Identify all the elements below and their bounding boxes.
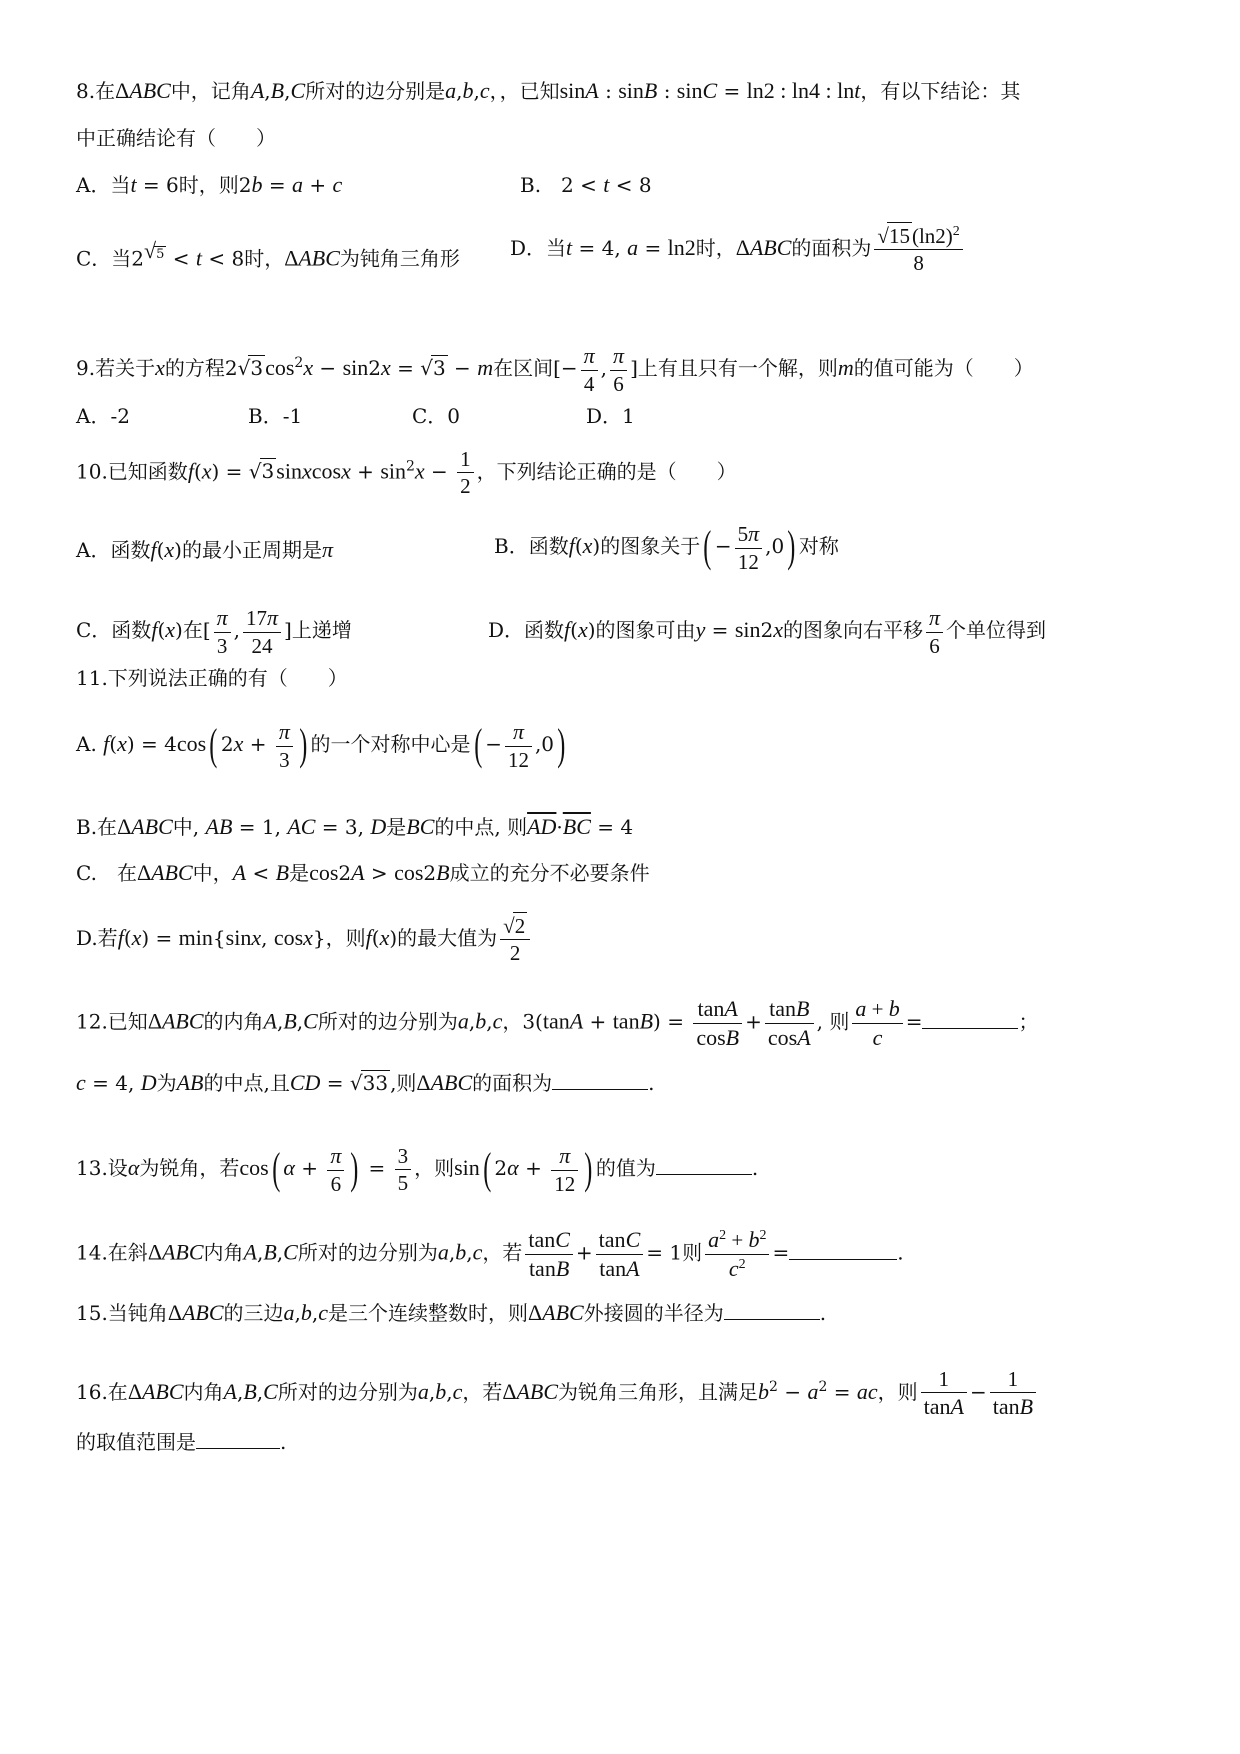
- q11-option-c: C. 在ΔABC中，A < B是cos2A > cos2B成立的充分不必要条件: [76, 860, 650, 885]
- q16-line2: 的取值范围是 .: [76, 1430, 287, 1454]
- q11-option-a: A. f(x) = 4cos( 2x + $\frac{\pi}{3}$ ) 的一个对称中心是( − $\frac{\pi}{12}$ ,0): [76, 719, 566, 772]
- q8-option-b: B. 2 < t < 8: [520, 172, 652, 197]
- q10-stem: 10.已知函数f(x) = √3sinxcosx + $\sin^2x$ − $\frac{1}{2}$ ，下列结论正确的是（ ）: [76, 447, 737, 499]
- q9-option-c: C．0: [412, 404, 461, 428]
- q15-text: 15.当钝角ΔABC的三边a,b,c是三个连续整数时，则ΔABC外接圆的半径为 .: [76, 1300, 827, 1325]
- q9-option-d: D．1: [586, 404, 635, 428]
- q9-option-a: A．-2: [76, 404, 130, 428]
- q10-option-a: A．函数f(x)的最小正周期是π: [76, 537, 333, 562]
- q8-option-d: D．当t = 4, a = ln2时，ΔABC的面积为 $\frac{√15(\ln 2)^2}{8}$: [510, 222, 966, 277]
- q9-option-b: B．-1: [248, 404, 303, 428]
- q16-line1: 16.在ΔABC内角A,B,C所对的边分别为a,b,c，若ΔABC为锐角三角形，且满足$b^2 - a^2$ = ac，则 $\frac{1}{\tan A}$ − $\frac{1}{\tan B}$: [76, 1366, 1039, 1421]
- q8-option-c: C．当$2^{√5} < t < 8$时，ΔABC为钝角三角形: [76, 238, 460, 271]
- q8-option-a: A．当t = 6时，则2b = a + c: [76, 172, 343, 197]
- q13-text: 13.设α为锐角，若cos( α + $\frac{\pi}{6}$ ) = $\frac{3}{5}$ ，则sin( 2α + $\frac{\pi}{12}$ ) 的值为 .: [76, 1143, 759, 1196]
- q8-stem: 8.在ΔABC中，记角A,B,C所对的边分别是a,b,c，，已知sinA : sinB : sinC = ln2 : ln4 : lnt，有以下结论：其: [76, 78, 1021, 103]
- q10-option-c: C．函数f(x)在[ $\frac{\pi}{3}$ , $\frac{17\pi}{24}$ ]上递增: [76, 605, 352, 658]
- q11-option-d: D.若f(x) = min{sinx, cosx}，则f(x)的最大值为 $\frac{√2}{2}$: [76, 912, 533, 967]
- q10-option-b: B．函数f(x)的图象关于( − $\frac{5\pi}{12}$ ,0) 对称: [494, 521, 839, 574]
- q12-line1: 12.已知ΔABC的内角A,B,C所对的边分别为a,b,c，3(tanA + tanB) = $\frac{\tan A}{\cos B}$ + $\frac{\tan B}{\cos A}$ , 则 $\frac{a + b}{c}$ = ；: [76, 996, 1039, 1050]
- q10-option-d: D．函数f(x)的图象可由y = sin2x的图象向右平移 $\frac{\pi}{6}$ 个单位得到: [488, 605, 1047, 658]
- q14-text: 14.在斜ΔABC内角A,B,C所对的边分别为a,b,c，若 $\frac{\tan C}{\tan B}$ + $\frac{\tan C}{\tan A}$ = 1则 $\frac{a^2 + b^2}{c^2}$ = .: [76, 1227, 904, 1281]
- q12-line2: c = 4, D为AB的中点,且CD = √33 ,则ΔABC的面积为 .: [76, 1070, 655, 1095]
- q11-stem: 11.下列说法正确的有（ ）: [76, 666, 348, 690]
- q8-stem2: 中正确结论有（ ）: [76, 126, 276, 150]
- q9-stem: 9.若关于x的方程$2√3\cos^2x - \sin 2x = √3 - m$在区间[− $\frac{\pi}{4}$ , $\frac{\pi}{6}$ ]上有且只有一个解，则m的值可能为（ ）: [76, 343, 1034, 396]
- q11-option-b: B.在ΔABC中, AB = 1, AC = 3, D是BC的中点, 则$\overline{AD}\cdot\overline{BC} = 4$: [76, 814, 634, 839]
